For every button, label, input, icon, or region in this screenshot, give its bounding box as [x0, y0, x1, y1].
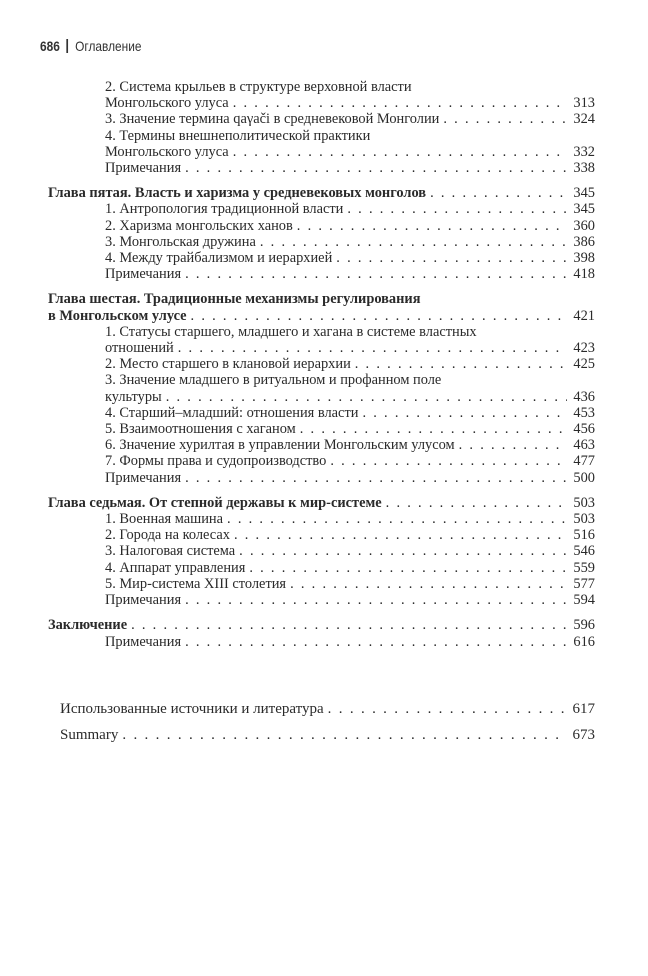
toc-page-number: 477: [573, 453, 595, 470]
dot-leader: [343, 201, 567, 217]
toc-page-number: 313: [573, 95, 595, 112]
toc-entry-line-last: [105, 356, 595, 372]
toc-entry-title: Монгольского улуса: [105, 143, 229, 160]
toc-entry[interactable]: [48, 234, 595, 250]
toc-entry-title: 3. Значение младшего в ритуальном и профанном поле: [105, 372, 442, 389]
toc-entry[interactable]: [48, 527, 595, 543]
toc-entry[interactable]: [60, 722, 595, 748]
toc-entry[interactable]: [48, 592, 595, 608]
toc-page-number: 546: [573, 543, 595, 560]
toc-page-number: 345: [573, 201, 595, 218]
dot-leader: [324, 696, 567, 722]
toc-entry-line: [105, 79, 595, 95]
toc-section: [48, 291, 595, 485]
toc-entry[interactable]: [48, 372, 595, 404]
toc-entry-title: 6. Значение хурилтая в управлении Монгольским улусом: [105, 437, 455, 454]
dot-leader: [174, 340, 568, 356]
toc-entry-title: культуры: [105, 388, 162, 405]
toc-entry[interactable]: [60, 696, 595, 722]
toc-entry-line-last: [105, 250, 595, 266]
toc-entry-line-last: [60, 696, 595, 722]
toc-entry-line-last: [105, 389, 595, 405]
dot-leader: [326, 453, 567, 469]
toc-page-number: 332: [573, 143, 595, 160]
toc-entry-title: 2. Города на колесах: [105, 527, 230, 544]
dot-leader: [426, 185, 567, 201]
toc-entry-title: 5. Мир-система XIII столетия: [105, 575, 287, 592]
toc-entry-title: 7. Формы права и судопроизводство: [105, 453, 327, 470]
toc-entry-title: Примечания: [105, 633, 182, 650]
toc-entry-line-last: [105, 576, 595, 592]
toc-page-number: 345: [573, 185, 595, 202]
toc-entry[interactable]: [48, 634, 595, 650]
toc-entry[interactable]: [48, 560, 595, 576]
dot-leader: [245, 560, 567, 576]
toc-entry-line-last: [60, 722, 595, 748]
toc-entry-line-last: [105, 560, 595, 576]
toc-page-number: 577: [573, 575, 595, 592]
toc-entry-title: Глава пятая. Власть и харизма у средневековых монголов: [48, 185, 427, 202]
toc-entry-line-last: [105, 634, 595, 650]
toc-entry[interactable]: [48, 437, 595, 453]
toc-page-number: 596: [573, 617, 595, 634]
toc-page-number: 423: [573, 340, 595, 357]
toc-entry-title: 3. Монгольская дружина: [105, 233, 256, 250]
toc-entry-line-last: [105, 511, 595, 527]
toc-entry-title: Использованные источники и литература: [60, 701, 324, 717]
toc-chapter-entry[interactable]: [48, 495, 595, 511]
dot-leader: [162, 389, 568, 405]
toc-entry[interactable]: [48, 543, 595, 559]
toc-section: [48, 617, 595, 649]
toc-entry-line-last: [48, 617, 595, 633]
toc-entry-line: [48, 291, 595, 307]
toc-entry-line-last: [105, 340, 595, 356]
toc-entry-title: 3. Значение термина qaγači в средневековой Монголии: [105, 111, 440, 128]
dot-leader: [296, 421, 568, 437]
dot-leader: [293, 218, 568, 234]
toc-page-number: 421: [573, 307, 595, 324]
dot-leader: [181, 592, 567, 608]
toc-entry-title: Заключение: [48, 617, 128, 634]
dot-leader: [286, 576, 567, 592]
toc-entry-title: Глава седьмая. От степной державы к мир-системе: [48, 494, 382, 511]
dot-leader: [382, 495, 568, 511]
toc-entry-title: 4. Термины внешнеполитической практики: [105, 127, 371, 144]
toc-entry-title: Summary: [60, 727, 119, 743]
dot-leader: [230, 527, 567, 543]
toc-entry[interactable]: [48, 356, 595, 372]
toc-entry[interactable]: [48, 111, 595, 127]
toc-entry[interactable]: [48, 266, 595, 282]
toc-entry[interactable]: [48, 511, 595, 527]
toc-entry-title: 3. Налоговая система: [105, 543, 236, 560]
toc-chapter-entry[interactable]: [48, 617, 595, 633]
toc-page-number: 456: [573, 421, 595, 438]
toc-entry-title: 1. Антропология традиционной власти: [105, 201, 344, 218]
toc-entry-title: 5. Взаимоотношения с хаганом: [105, 421, 296, 438]
toc-entry-line-last: [105, 405, 595, 421]
toc-entry-title: в Монгольском улусе: [48, 307, 187, 324]
toc-entry-line-last: [105, 95, 595, 111]
toc-entry-line-last: [105, 421, 595, 437]
toc-entry-line: [105, 128, 595, 144]
toc-entry-title: Глава шестая. Традиционные механизмы регулирования: [48, 291, 421, 308]
toc-entry[interactable]: [48, 421, 595, 437]
dot-leader: [229, 144, 568, 160]
toc-entry[interactable]: [48, 160, 595, 176]
toc-entry-line-last: [105, 592, 595, 608]
toc-entry-title: 4. Между трайбализмом и иерархией: [105, 250, 333, 267]
toc-entry-title: Примечания: [105, 469, 182, 486]
toc-page-number: 453: [573, 404, 595, 421]
toc-page-number: 559: [573, 559, 595, 576]
toc-page-number: 516: [573, 527, 595, 544]
toc-entry-title: Примечания: [105, 592, 182, 609]
toc-entry-title: Примечания: [105, 160, 182, 177]
toc-page-number: 398: [573, 250, 595, 267]
toc-chapter-entry[interactable]: [48, 291, 595, 323]
toc-page-number: 360: [573, 217, 595, 234]
toc-entry[interactable]: [48, 128, 595, 160]
toc-page-number: 425: [573, 356, 595, 373]
toc-entry-title: 2. Система крыльев в структуре верховной власти: [105, 79, 412, 95]
toc-page-number: 500: [573, 469, 595, 486]
toc-entry[interactable]: [48, 79, 595, 111]
toc-entry-line-last: [105, 437, 595, 453]
toc-page-number: 594: [573, 592, 595, 609]
toc-entry-line-last: [105, 218, 595, 234]
dot-leader: [235, 543, 567, 559]
toc-entry-line-last: [105, 160, 595, 176]
toc-page-number: 418: [573, 266, 595, 283]
toc-entry[interactable]: [48, 250, 595, 266]
toc-page-number: 617: [572, 701, 595, 717]
dot-leader: [181, 160, 567, 176]
toc-entry-title: 4. Старший–младший: отношения власти: [105, 404, 359, 421]
dot-leader: [127, 617, 567, 633]
toc-entry[interactable]: [48, 218, 595, 234]
toc-entry-line-last: [105, 470, 595, 486]
toc-page-number: 338: [573, 160, 595, 177]
toc-page-number: 673: [572, 727, 595, 743]
dot-leader: [223, 511, 567, 527]
toc-entry-title: 1. Статусы старшего, младшего и хагана в системе властных: [105, 323, 477, 340]
toc-entry-line-last: [48, 308, 595, 324]
table-of-contents: [48, 79, 595, 659]
dot-leader: [181, 470, 567, 486]
toc-entry-title: 1. Военная машина: [105, 511, 224, 528]
dot-leader: [118, 722, 566, 748]
toc-page-number: 436: [573, 388, 595, 405]
toc-entry[interactable]: [48, 453, 595, 469]
toc-entry-title: 4. Аппарат управления: [105, 559, 246, 576]
toc-page-number: 386: [573, 233, 595, 250]
toc-entry-title: 2. Харизма монгольских ханов: [105, 217, 293, 234]
toc-entry-line-last: [105, 201, 595, 217]
toc-entry-line: [105, 324, 595, 340]
dot-leader: [455, 437, 568, 453]
toc-page-number: 463: [573, 437, 595, 454]
dot-leader: [358, 405, 567, 421]
header-title: Оглавление: [75, 38, 142, 54]
toc-entry-line: [105, 372, 595, 388]
running-header: [40, 38, 142, 54]
dot-leader: [187, 308, 568, 324]
toc-entry[interactable]: [48, 324, 595, 356]
toc-chapter-entry[interactable]: [48, 185, 595, 201]
toc-entry-title: отношений: [105, 340, 174, 357]
back-matter: [60, 696, 595, 748]
toc-section: [48, 79, 595, 176]
toc-entry[interactable]: [48, 201, 595, 217]
toc-entry-title: Монгольского улуса: [105, 95, 229, 112]
dot-leader: [351, 356, 568, 372]
toc-entry-line-last: [105, 111, 595, 127]
toc-section: [48, 495, 595, 608]
toc-page-number: 503: [573, 494, 595, 511]
dot-leader: [181, 266, 567, 282]
toc-entry[interactable]: [48, 576, 595, 592]
toc-page-number: 503: [573, 511, 595, 528]
page-number: 686: [40, 38, 60, 54]
toc-entry-line-last: [105, 266, 595, 282]
toc-section: [48, 185, 595, 282]
header-divider: [67, 39, 69, 53]
dot-leader: [439, 111, 567, 127]
toc-entry-line-last: [105, 527, 595, 543]
toc-entry-title: 2. Место старшего в клановой иерархии: [105, 356, 351, 373]
dot-leader: [332, 250, 567, 266]
toc-entry-line-last: [48, 185, 595, 201]
toc-page-number: 616: [573, 633, 595, 650]
toc-page-number: 324: [573, 111, 595, 128]
toc-entry[interactable]: [48, 470, 595, 486]
toc-entry-line-last: [105, 144, 595, 160]
toc-entry-line-last: [105, 234, 595, 250]
toc-entry-line-last: [48, 495, 595, 511]
toc-entry-title: Примечания: [105, 266, 182, 283]
dot-leader: [181, 634, 567, 650]
toc-entry-line-last: [105, 453, 595, 469]
toc-entry[interactable]: [48, 405, 595, 421]
toc-entry-line-last: [105, 543, 595, 559]
dot-leader: [229, 95, 568, 111]
dot-leader: [256, 234, 568, 250]
